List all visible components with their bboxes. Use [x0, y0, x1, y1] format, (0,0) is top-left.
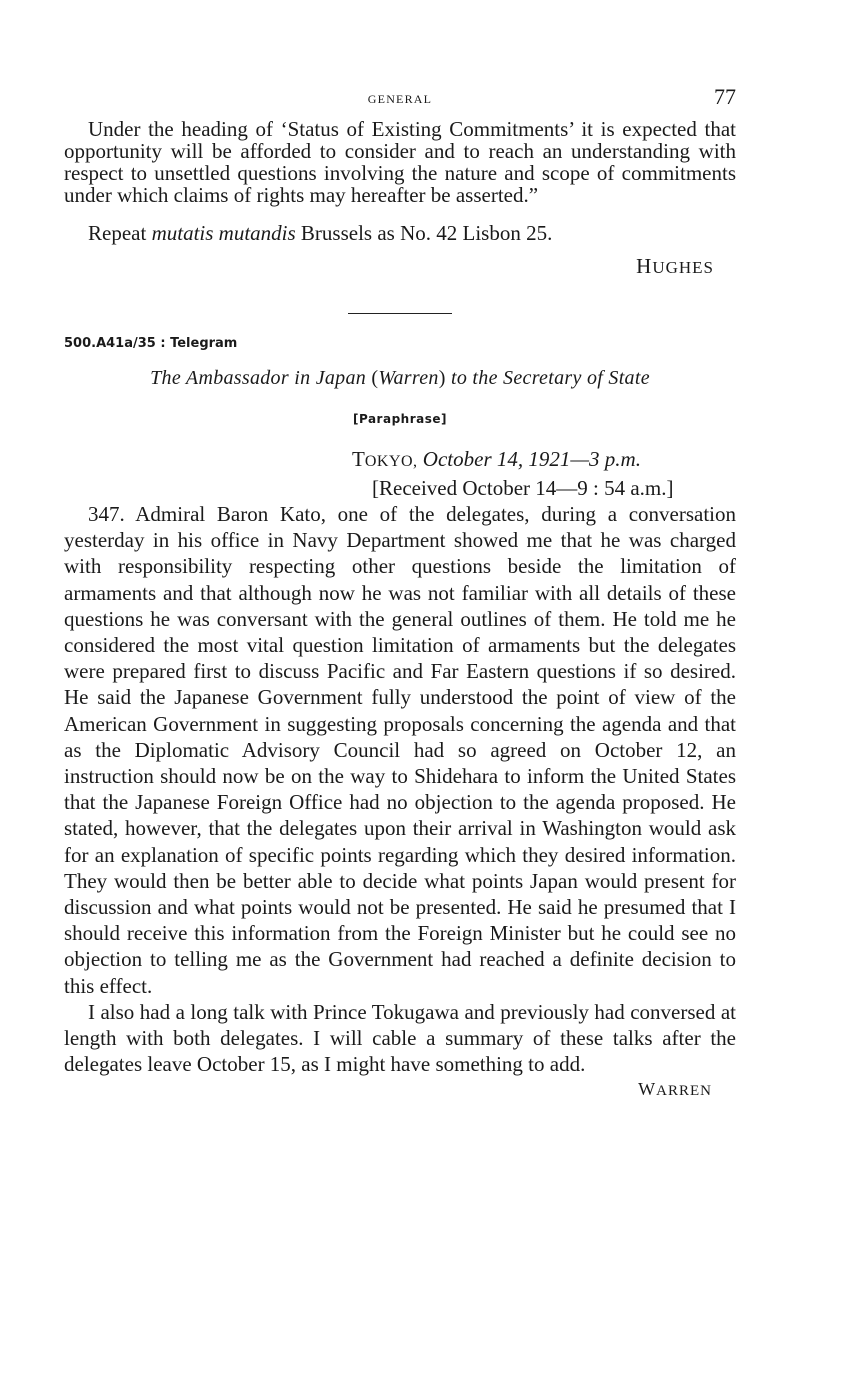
dateline: [352, 446, 736, 475]
received-line: [Received October 14—9 : 54 a.m.]: [372, 476, 674, 500]
document-page: [64, 84, 736, 1100]
running-head: [64, 84, 736, 114]
signature-hughes: [64, 254, 714, 279]
section-divider: [348, 313, 452, 314]
repeat-suffix: Brussels as No. 42 Lisbon 25.: [295, 221, 553, 245]
signature-initial: W: [638, 1079, 657, 1100]
repeat-line: [64, 220, 736, 246]
body-paragraph-1: 347. Admiral Baron Kato, one of the delegates, during a conversation yesterday in his office in Navy Department showed me that he was charged with responsibility respecting other questions beside the limitation of armaments and that although now he was not familiar with all details of these questions he was conversant with the general outlines of them. He told me he considered the most vital question limitation of armaments but the delegates were prepared first to discuss Pacific and Far Eastern questions if so desired. He said the Japanese Government fully understood the point of view of the American Government in suggesting proposals concerning the agenda and that as the Diplomatic Advisory Council had so agreed on October 12, an instruction should now be on the way to Shidehara to inform the United States that the Japanese Foreign Office had no objection to the agenda proposed. He stated, however, that the delegates upon their arrival in Washington would ask for an explanation of specific points regarding which they desired information. They would then be better able to decide what points Japan would present for discussion and what points would not be presented. He said he presumed that I should receive this information from the Foreign Minister but he could see no objection to telling me as the Government had reached a definite decision to this effect.: [64, 502, 736, 998]
signature-rest: ARREN: [656, 1083, 712, 1100]
date-italic: October 14, 1921—3 p.m.: [422, 447, 641, 471]
signature-warren: [64, 1079, 712, 1100]
signature-rest: UGHES: [652, 258, 714, 277]
title-part1: The Ambassador in Japan: [150, 367, 367, 389]
file-reference: 500.A41a/35 : Telegram: [64, 336, 238, 351]
signature-initial: H: [636, 254, 653, 278]
place-initial: T: [352, 447, 365, 471]
quote-tail-paragraph: Under the heading of ‘Status of Existing Commitments’ it is expected that opportunity will be afforded to consider and to reach an understanding with respect to unsettled questions involving the nature and scope of commitments under which claims of rights may hereafter be asserted.”: [64, 117, 736, 207]
repeat-italic: mutatis mutandis: [151, 221, 296, 245]
running-title: GENERAL: [367, 92, 433, 106]
body-paragraph-2: I also had a long talk with Prince Tokugawa and previously had conversed at length with both delegates. I will cable a summary of these talks after the delegates leave October 15, as I might have something to add.: [64, 999, 736, 1077]
title-part2: to the Secretary of State: [450, 367, 650, 389]
page-number: 77: [714, 84, 736, 109]
place-rest: OKYO,: [364, 453, 418, 470]
repeat-prefix: Repeat: [88, 221, 152, 245]
title-paren: Warren: [378, 367, 439, 389]
paraphrase-label: [Paraphrase]: [353, 412, 447, 426]
document-title: The Ambassador in Japan (Warren) to the Secretary of State: [150, 367, 650, 389]
